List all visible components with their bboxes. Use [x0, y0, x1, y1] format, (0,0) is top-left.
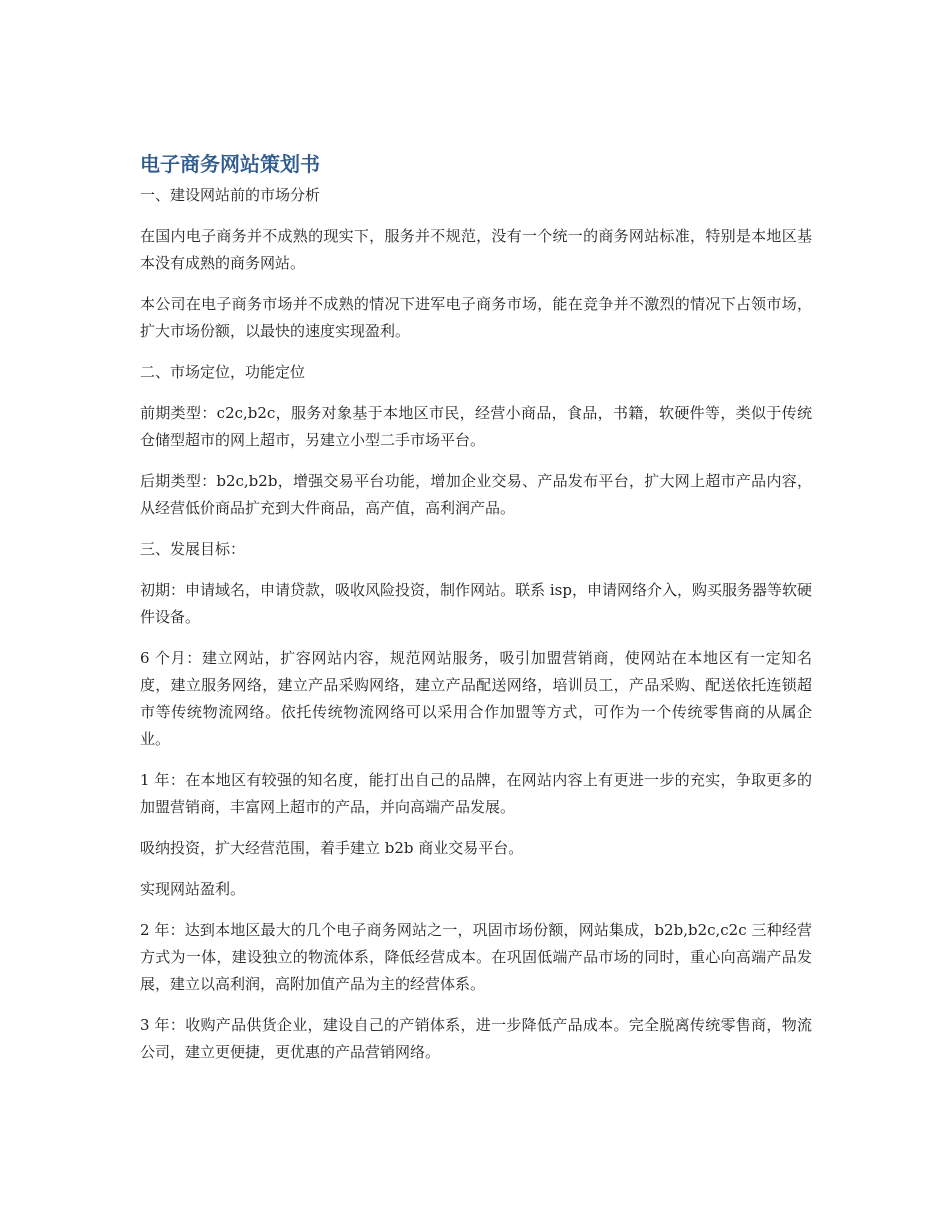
section-heading-goals: 三、发展目标： — [140, 540, 246, 558]
section-heading-market-analysis: 一、建设网站前的市场分析 — [140, 186, 321, 204]
paragraph: 6 个月：建立网站，扩容网站内容，规范网站服务，吸引加盟营销商，使网站在本地区有一定知名度，建立服务网络，建立产品采购网络，建立产品配送网络，培训员工，产品采购、配送依托连锁超市等传统物流网络。依托传统物流网络可以采用合作加盟等方式，可作为一个传统零售商的从属企业。 — [140, 649, 812, 748]
paragraph: 吸纳投资，扩大经营范围，着手建立 b2b 商业交易平台。 — [140, 839, 524, 857]
paragraph: 实现网站盈利。 — [140, 880, 246, 898]
paragraph: 在国内电子商务并不成熟的现实下，服务并不规范，没有一个统一的商务网站标准，特别是本地区基本没有成熟的商务网站。 — [140, 227, 812, 272]
section-heading-positioning: 二、市场定位，功能定位 — [140, 363, 306, 381]
paragraph: 3 年：收购产品供货企业，建设自己的产销体系，进一步降低产品成本。完全脱离传统零售商，物流公司，建立更便捷，更优惠的产品营销网络。 — [140, 1016, 812, 1061]
paragraph: 本公司在电子商务市场并不成熟的情况下进军电子商务市场，能在竞争并不激烈的情况下占领市场，扩大市场份额，以最快的速度实现盈利。 — [140, 295, 812, 340]
paragraph: 2 年：达到本地区最大的几个电子商务网站之一，巩固市场份额，网站集成，b2b,b2c,c2c 三种经营方式为一体，建设独立的物流体系，降低经营成本。在巩固低端产品市场的同时，重心向高端产品发展，建立以高利润，高附加值产品为主的经营体系。 — [140, 921, 812, 993]
paragraph: 1 年：在本地区有较强的知名度，能打出自己的品牌，在网站内容上有更进一步的充实，争取更多的加盟营销商，丰富网上超市的产品，并向高端产品发展。 — [140, 771, 812, 816]
document-page — [140, 150, 812, 1080]
paragraph: 初期：申请域名，申请贷款，吸收风险投资，制作网站。联系 isp，申请网络介入，购买服务器等软硬件设备。 — [140, 581, 812, 626]
document-title: 电子商务网站策划书 — [140, 152, 320, 176]
paragraph: 前期类型：c2c,b2c，服务对象基于本地区市民，经营小商品，食品，书籍，软硬件等，类似于传统仓储型超市的网上超市，另建立小型二手市场平台。 — [140, 404, 812, 449]
paragraph: 后期类型：b2c,b2b，增强交易平台功能，增加企业交易、产品发布平台，扩大网上超市产品内容，从经营低价商品扩充到大件商品，高产值，高利润产品。 — [140, 472, 812, 517]
